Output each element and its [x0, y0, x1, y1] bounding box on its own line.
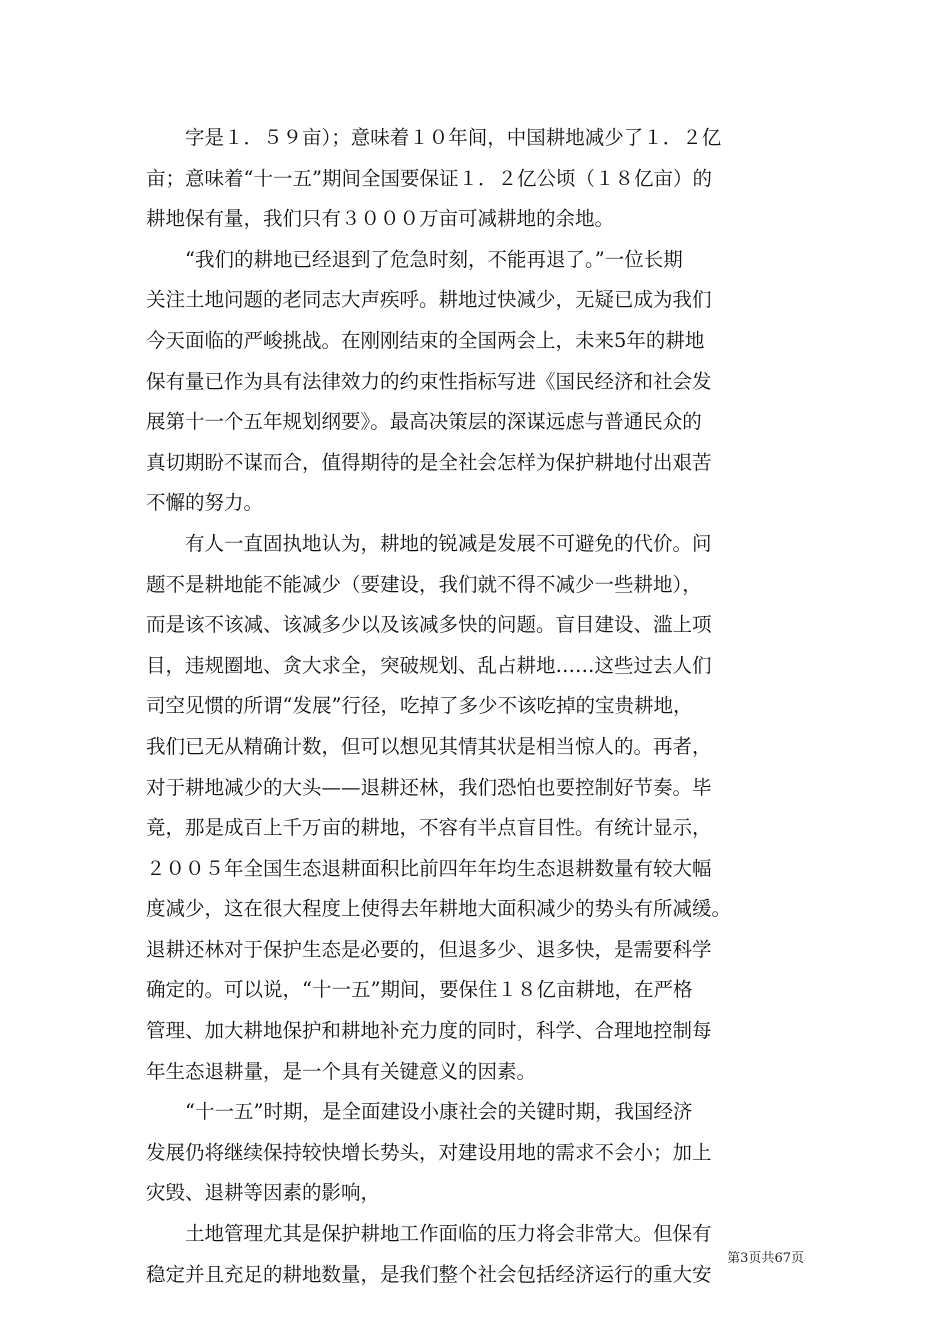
text-line: 退耕还林对于保护生态是必要的，但退多少、退多快，是需要科学: [146, 937, 712, 961]
page-footer: [727, 1247, 804, 1266]
text-line: 真切期盼不谋而合，值得期待的是全社会怎样为保护耕地付出艰苦: [146, 450, 712, 474]
text-line: “十一五”时期，是全面建设小康社会的关键时期，我国经济: [146, 1100, 693, 1124]
footer-suffix: 页: [790, 1251, 804, 1266]
text-line: 目，违规圈地、贪大求全，突破规划、乱占耕地……这些过去人们: [146, 653, 712, 677]
text-line: 竟，那是成百上千万亩的耕地，不容有半点盲目性。有统计显示，: [146, 816, 712, 840]
text-line: 字是１．５９亩）；意味着１０年间，中国耕地减少了１．２亿: [146, 126, 722, 149]
text-line: 亩；意味着“十一五”期间全国要保证１．２亿公顷（１８亿亩）的: [146, 166, 712, 190]
text-line: 年生态退耕量，是一个具有关键意义的因素。: [146, 1059, 537, 1083]
text-line: ２００５年全国生态退耕面积比前四年年均生态退耕数量有较大幅: [146, 856, 712, 880]
footer-prefix: 第: [727, 1251, 741, 1266]
text-line: 稳定并且充足的耕地数量，是我们整个社会包括经济运行的重大安: [146, 1262, 712, 1286]
page-number: 3: [740, 1251, 749, 1266]
text-line: 司空见惯的所谓“发展”行径，吃掉了多少不该吃掉的宝贵耕地，: [146, 694, 693, 718]
text-line: “我们的耕地已经退到了危急时刻，不能再退了。”一位长期: [146, 247, 683, 271]
text-line: 今天面临的严峻挑战。在刚刚结束的全国两会上，未来5年的耕地: [146, 328, 705, 352]
text-line: 有人一直固执地认为，耕地的锐减是发展不可避免的代价。问: [146, 531, 712, 555]
text-line: 题不是耕地能不能减少（要建设，我们就不得不减少一些耕地），: [146, 572, 702, 596]
text-line: 确定的。可以说，“十一五”期间，要保住１８亿亩耕地，在严格: [146, 978, 693, 1002]
text-line: 不懈的努力。: [146, 491, 264, 515]
text-line: 展第十一个五年规划纲要》。最高决策层的深谋远虑与普通民众的: [146, 410, 702, 434]
text-line: 灾毁、退耕等因素的影响，: [146, 1181, 381, 1205]
text-line: 土地管理尤其是保护耕地工作面临的压力将会非常大。但保有: [146, 1222, 712, 1246]
footer-middle: 页共: [748, 1251, 775, 1266]
text-line: 度减少，这在很大程度上使得去年耕地大面积减少的势头有所减缓。: [146, 897, 732, 921]
body-text: [146, 118, 818, 1295]
text-line: 保有量已作为具有法律效力的约束性指标写进《国民经济和社会发: [146, 369, 712, 393]
text-line: 对于耕地减少的大头——退耕还林，我们恐怕也要控制好节奏。毕: [146, 775, 712, 799]
total-pages: 67: [774, 1251, 791, 1266]
text-line: 管理、加大耕地保护和耕地补充力度的同时，科学、合理地控制每: [146, 1019, 712, 1043]
text-line: 关注土地问题的老同志大声疾呼。耕地过快减少，无疑已成为我们: [146, 288, 712, 312]
text-line: 而是该不该减、该减多少以及该减多快的问题。盲目建设、滥上项: [146, 613, 712, 637]
text-line: 耕地保有量，我们只有３０００万亩可减耕地的余地。: [146, 207, 615, 231]
text-line: 发展仍将继续保持较快增长势头，对建设用地的需求不会小；加上: [146, 1140, 712, 1164]
text-line: 我们已无从精确计数，但可以想见其情其状是相当惊人的。再者，: [146, 734, 712, 758]
